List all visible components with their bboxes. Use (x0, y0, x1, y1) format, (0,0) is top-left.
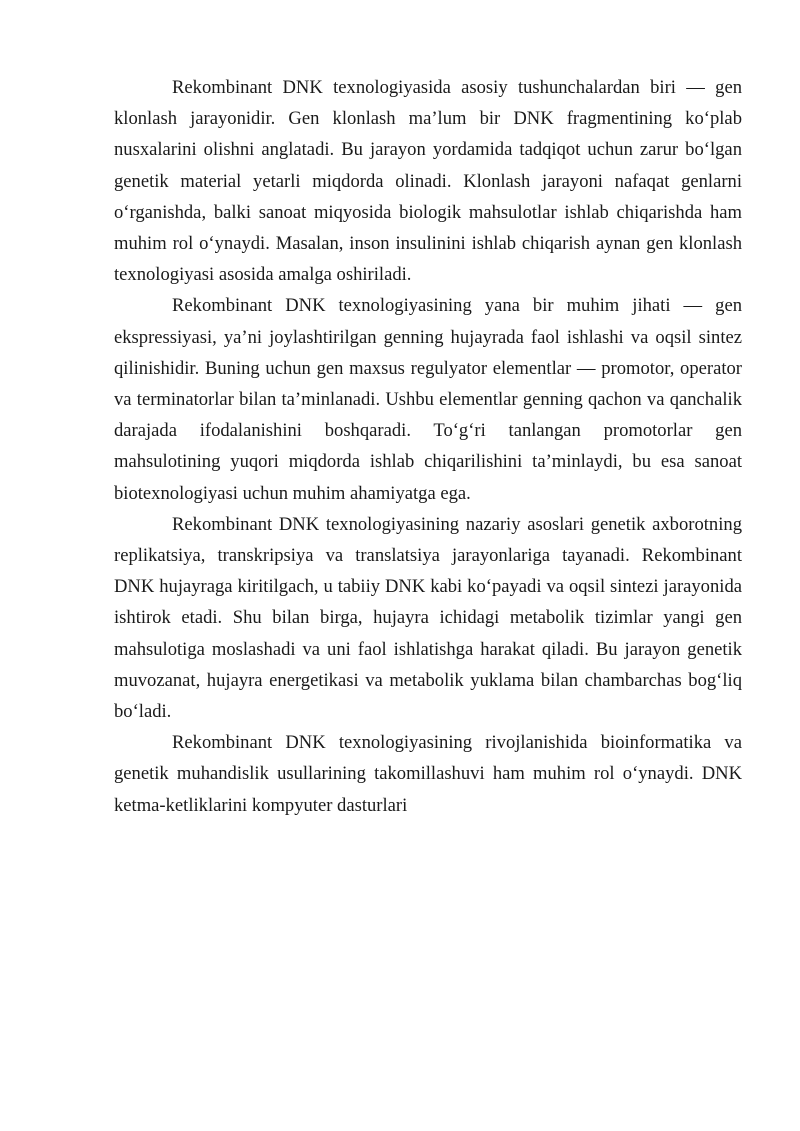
body-text (114, 72, 742, 821)
paragraph-gene-expression: Rekombinant DNK texnologiyasining yana bir muhim jihati — gen ekspressiyasi, ya’ni joylashtirilgan genning hujayrada faol ishlashi va oqsil sintez qilinishidir. Buning uchun gen maxsus regulyator elementlar — promotor, operator va terminatorlar bilan ta’minlanadi. Ushbu elementlar genning qachon va qanchalik darajada ifodalanishini boshqaradi. To‘g‘ri tanlangan promotorlar gen mahsulotining yuqori miqdorda ishlab chiqarilishini ta’minlaydi, bu esa sanoat biotexnologiyasi uchun muhim ahamiyatga ega. (114, 295, 742, 504)
paragraph-bioinformatics: Rekombinant DNK texnologiyasining rivojlanishida bioinformatika va genetik muhandislik usullarining takomillashuvi ham muhim rol o‘ynaydi. DNK ketma-ketliklarini kompyuter dasturlari (114, 732, 742, 816)
paragraph-gene-cloning: Rekombinant DNK texnologiyasida asosiy tushunchalardan biri — gen klonlash jarayonidir. Gen klonlash ma’lum bir DNK fragmentining ko‘plab nusxalarini olishni anglatadi. Bu jarayon yordamida tadqiqot uchun zarur bo‘lgan genetik material yetarli miqdorda olinadi. Klonlash jarayoni nafaqat genlarni o‘rganishda, balki sanoat miqyosida biologik mahsulotlar ishlab chiqarishda ham muhim rol o‘ynaydi. Masalan, inson insulinini ishlab chiqarish aynan gen klonlash texnologiyasi asosida amalga oshiriladi. (114, 77, 742, 286)
paragraph-theoretical-basis: Rekombinant DNK texnologiyasining nazariy asoslari genetik axborotning replikatsiya, transkripsiya va translatsiya jarayonlariga tayanadi. Rekombinant DNK hujayraga kiritilgach, u tabiiy DNK kabi ko‘payadi va oqsil sintezi jarayonida ishtirok etadi. Shu bilan birga, hujayra ichidagi metabolik tizimlar yangi gen mahsulotiga moslashadi va uni faol ishlatishga harakat qiladi. Bu jarayon genetik muvozanat, hujayra energetikasi va metabolik yuklama bilan chambarchas bog‘liq bo‘ladi. (114, 513, 742, 723)
